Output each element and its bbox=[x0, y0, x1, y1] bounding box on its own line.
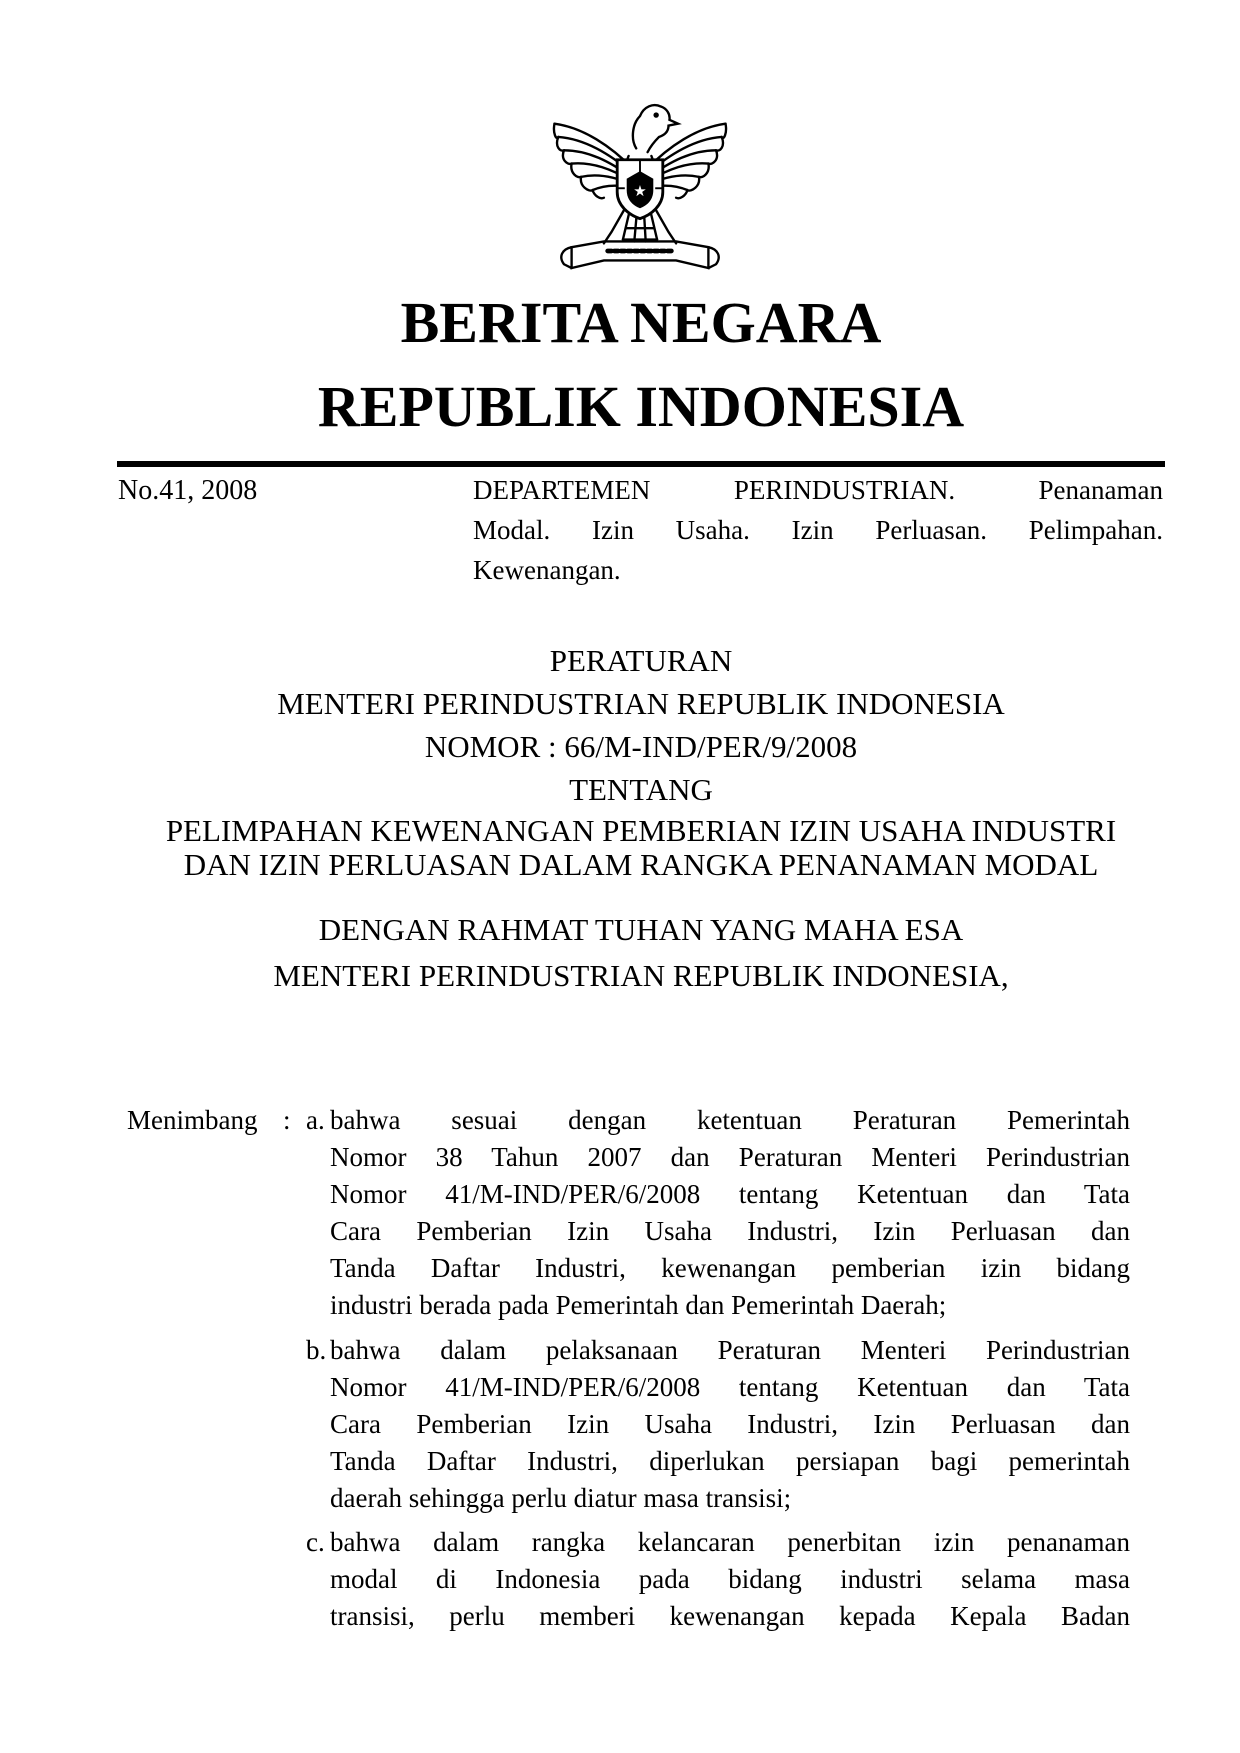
text-line: bahwa dalam pelaksanaan Peraturan Menteri Perindustrian bbox=[330, 1335, 1130, 1365]
authority-line: MENTERI PERINDUSTRIAN REPUBLIK INDONESIA, bbox=[273, 958, 1009, 993]
masthead-divider-rule bbox=[117, 461, 1165, 467]
subject-block bbox=[473, 470, 1163, 590]
text-line: daerah sehingga perlu diatur masa transisi; bbox=[330, 1483, 792, 1513]
masthead-title-line1: BERITA NEGARA bbox=[400, 290, 882, 355]
regulation-subject-line1: PELIMPAHAN KEWENANGAN PEMBERIAN IZIN USAHA INDUSTRI bbox=[165, 813, 1117, 848]
text-line: industri berada pada Pemerintah dan Pemerintah Daerah; bbox=[330, 1290, 947, 1320]
text-line: bahwa dalam rangka kelancaran penerbitan izin penanaman bbox=[330, 1527, 1130, 1557]
regulation-type: PERATURAN bbox=[549, 643, 733, 678]
consideration-item-b bbox=[330, 1332, 1130, 1517]
garuda-pancasila-emblem bbox=[545, 88, 735, 298]
regulation-issuer: MENTERI PERINDUSTRIAN REPUBLIK INDONESIA bbox=[277, 686, 1005, 721]
text-line: Cara Pemberian Izin Usaha Industri, Izin Perluasan dan bbox=[330, 1216, 1130, 1246]
item-marker-c: c. bbox=[306, 1527, 325, 1557]
invocation-line: DENGAN RAHMAT TUHAN YANG MAHA ESA bbox=[318, 912, 964, 947]
menimbang-colon: : bbox=[283, 1105, 291, 1135]
regulation-subject-line2: DAN IZIN PERLUASAN DALAM RANGKA PENANAMAN MODAL bbox=[183, 847, 1099, 882]
star-icon: ★ bbox=[633, 182, 647, 200]
masthead-title-line2: REPUBLIK INDONESIA bbox=[317, 374, 965, 439]
pancasila-shield bbox=[617, 160, 663, 219]
text-line: DEPARTEMEN PERINDUSTRIAN. Penanaman bbox=[473, 475, 1163, 505]
item-marker-b: b. bbox=[306, 1335, 327, 1365]
text-line: Kewenangan. bbox=[473, 555, 621, 585]
consideration-item-c bbox=[330, 1524, 1130, 1635]
regulation-number: NOMOR : 66/M-IND/PER/9/2008 bbox=[424, 729, 858, 764]
consideration-item-a bbox=[330, 1102, 1130, 1324]
edition-number: No.41, 2008 bbox=[118, 475, 258, 506]
text-line: bahwa sesuai dengan ketentuan Peraturan Pemerintah bbox=[330, 1105, 1130, 1135]
text-line: transisi, perlu memberi kewenangan kepada Kepala Badan bbox=[330, 1601, 1130, 1631]
text-line: Tanda Daftar Industri, diperlukan persiapan bagi pemerintah bbox=[330, 1446, 1130, 1476]
tentang-label: TENTANG bbox=[569, 772, 713, 807]
text-line: Nomor 41/M-IND/PER/6/2008 tentang Ketentuan dan Tata bbox=[330, 1179, 1130, 1209]
item-marker-a: a. bbox=[306, 1105, 325, 1135]
text-line: Cara Pemberian Izin Usaha Industri, Izin Perluasan dan bbox=[330, 1409, 1130, 1439]
text-line: Tanda Daftar Industri, kewenangan pemberian izin bidang bbox=[330, 1253, 1130, 1283]
text-line: Modal. Izin Usaha. Izin Perluasan. Pelimpahan. bbox=[473, 515, 1163, 545]
text-line: modal di Indonesia pada bidang industri selama masa bbox=[330, 1564, 1130, 1594]
text-line: Nomor 41/M-IND/PER/6/2008 tentang Ketentuan dan Tata bbox=[330, 1372, 1130, 1402]
menimbang-label: Menimbang bbox=[127, 1105, 258, 1135]
text-line: Nomor 38 Tahun 2007 dan Peraturan Menteri Perindustrian bbox=[330, 1142, 1130, 1172]
